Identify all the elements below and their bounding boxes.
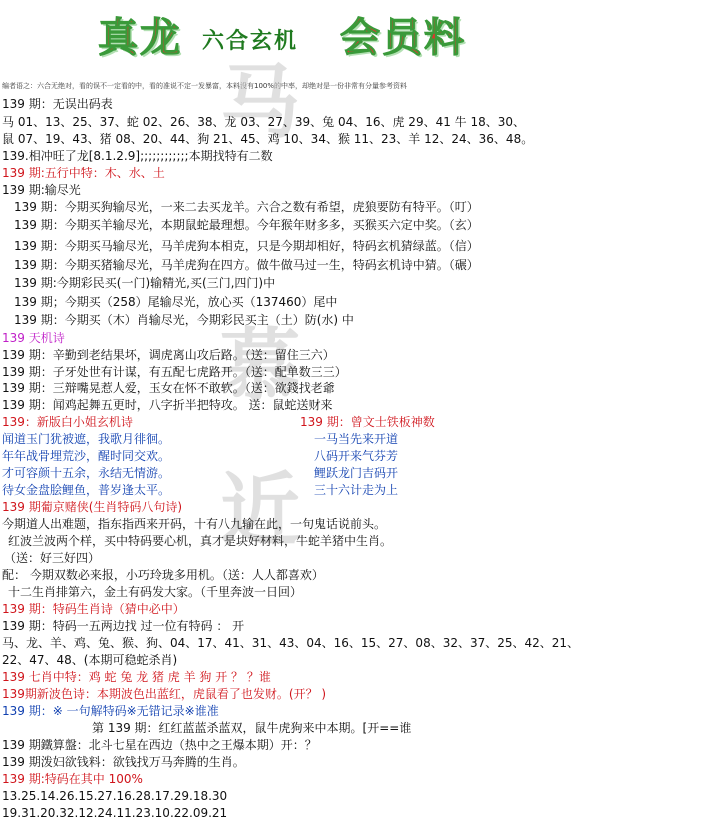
watermark-char: 马 bbox=[220, 55, 300, 149]
text-line: 139 期：闻鸡起舞五更时，八字折半把特攻。 送：鼠蛇送财来 bbox=[2, 398, 333, 412]
text-line: 139 期:今期彩民买(一门)输精光,买(三门,四门)中 bbox=[14, 276, 276, 290]
text-line: 139 期：辛勤到老结果坏，调虎离山攻后路。（送：留住三六） bbox=[2, 348, 335, 362]
text-line: 19.31.20.32.12.24.11.23.10.22.09.21 bbox=[2, 806, 228, 820]
text-line: 139 期泼妇欲钱料：欲钱找万马奔腾的生肖。 bbox=[2, 755, 245, 769]
text-line: 今期道人出难题，指东指西来开码，十有八九输在此，一句鬼话说前头。 bbox=[2, 517, 387, 531]
text-line: 139 期：特码一五两边找 过一位有特码 ： 开 bbox=[2, 619, 245, 633]
text-line: 闻道玉门犹被遮，我歌月徘徊。 bbox=[2, 432, 171, 446]
title-right: 会员料 bbox=[340, 14, 466, 61]
text-line: 139 期；今期买（258）尾输尽光，放心买（137460）尾中 bbox=[14, 295, 338, 309]
text-line: 马、龙、羊、鸡、兔、猴、狗、04、17、41、31、43、04、16、15、27、08、32、37、25、42、21、 bbox=[2, 636, 580, 650]
text-line: 139：新版白小姐玄机诗 bbox=[2, 415, 133, 429]
text-line: 第 139 期：红红蓝蓝杀蓝双，鼠牛虎狗来中本期。[开==谁 bbox=[92, 721, 412, 735]
text-line: 139 期葡京赌侠(生肖特码八句诗) bbox=[2, 500, 183, 514]
watermark-char: 慕 bbox=[220, 319, 300, 413]
text-line: 22、47、48、(本期可稳蛇杀肖) bbox=[2, 653, 178, 667]
title-middle: 六合玄机 bbox=[202, 29, 299, 54]
text-line: 139 期：今期买羊输尽光，本期鼠蛇最理想。今年猴年财多多，买猴买六定中奖。（玄） bbox=[14, 218, 479, 232]
text-line: 139 期：今期买狗输尽光，一来二去买龙羊。六合之数有希望，虎狼要防有特平。（叮） bbox=[14, 200, 479, 214]
text-line: 139 期：今期买马输尽光，马羊虎狗本相克，只是今期却相好，特码玄机猜绿蓝。（信） bbox=[14, 239, 479, 253]
watermark-char: 近 bbox=[220, 463, 300, 557]
header-banner bbox=[0, 0, 720, 76]
disclaimer: 编者语之：六合无绝对，看的误不一定看的中，看的准说不定一发暴富，本料没有100%的中率，却绝对是一份非常有分量参考资料 bbox=[2, 82, 408, 90]
text-line: 139 期鐵算盤：北斗七星在西边（热中之王爆本期）开：？ bbox=[2, 738, 317, 752]
text-line: 139 期：今期买猪输尽光，马羊虎狗在四方。做牛做马过一生，特码玄机诗中猜。（碾） bbox=[14, 258, 479, 272]
text-line: 配： 今期双数必来报，小巧玲珑多用机。（送：人人都喜欢） bbox=[2, 568, 324, 582]
text-line: 139 期:特码在其中 100% bbox=[2, 772, 143, 786]
title-left: 真龙 bbox=[98, 14, 182, 61]
text-line: 139 期：子牙处世有计谋，有五配七虎路开。（送：配单数三三） bbox=[2, 365, 347, 379]
text-line: 139 天机诗 bbox=[2, 331, 65, 345]
text-line: 139 期：※ 一句解特码※无错记录※谁准 bbox=[2, 704, 219, 718]
text-line: 待女金盘脍鲤鱼，普岁逢太平。 bbox=[2, 483, 171, 497]
text-line: 八码开来气芬芳 bbox=[314, 449, 399, 463]
text-line: 三十六计走为上 bbox=[314, 483, 399, 497]
text-line: 139 期:输尽光 bbox=[2, 183, 81, 197]
text-line: 13.25.14.26.15.27.16.28.17.29.18.30 bbox=[2, 789, 228, 803]
text-line: 139 期：三辩嘴晃惹人爱，玉女在怀不敢软。（送：欲錢找老爺 bbox=[2, 381, 335, 395]
text-line: 一马当先来开道 bbox=[314, 432, 399, 446]
text-line: 139期新波色诗：本期波色出蓝红，虎鼠看了也发财。(开？ ) bbox=[2, 687, 327, 701]
text-line: 139 期：曾文士铁板神数 bbox=[300, 415, 435, 429]
text-line: 139.相冲旺了龙[8.1.2.9];;;;;;;;;;;;本期找特有二数 bbox=[2, 149, 273, 163]
text-line: 十二生肖排第六，金土有码发大家。（千里奔波一日回） bbox=[8, 585, 303, 599]
text-line: 才可容颜十五余，永结无情游。 bbox=[2, 466, 171, 480]
text-line: 139 期：特码生肖诗（猜中必中） bbox=[2, 602, 185, 616]
text-line: 鲤跃龙门吉码开 bbox=[314, 466, 399, 480]
text-line: 红波兰波两个样，买中特码要心机，真才是块好材料，牛蛇羊猪中生肖。 bbox=[8, 534, 393, 548]
text-line: 年年战骨埋荒沙，醒时同交欢。 bbox=[2, 449, 171, 463]
text-line: 鼠 07、19、43、猪 08、20、44、狗 21、45、鸡 10、34、猴 11、23、羊 12、24、36、48。 bbox=[2, 132, 534, 146]
text-line: 马 01、13、25、37、蛇 02、26、38、龙 03、27、39、兔 04、16、虎 29、41 牛 18、30、 bbox=[2, 115, 526, 129]
text-line: （送：好三好四） bbox=[4, 551, 101, 565]
text-line: 139 期：今期买（木）肖输尽光，今期彩民买主（土）防(水) 中 bbox=[14, 313, 354, 327]
text-line: 139 七肖中特：鸡 蛇 兔 龙 猪 虎 羊 狗 开 ？ ？谁 bbox=[2, 670, 271, 684]
text-line: 139 期：无误出码表 bbox=[2, 97, 113, 111]
text-line: 139 期:五行中特：木、水、土 bbox=[2, 166, 165, 180]
